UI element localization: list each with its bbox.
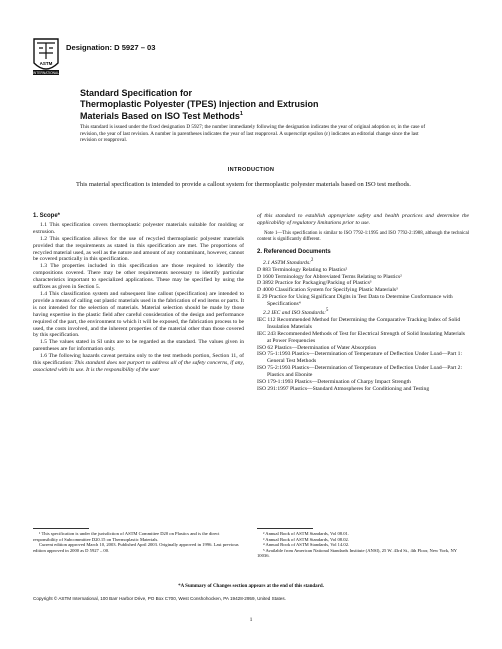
title-main-2: Materials Based on ISO Test Methods$^1$ (80, 111, 243, 121)
footnote-4: ⁴ Annual Book of ASTM Standards, Vol 14.02. (263, 542, 350, 548)
footnote-2: ² Annual Book of ASTM Standards, Vol 08.01. (263, 531, 349, 536)
footnotes-left (33, 531, 244, 553)
astm-international-logo (33, 37, 59, 77)
ref-d1600: D 1600 Terminology for Abbreviated Terms Relating to Plastics² (257, 273, 402, 280)
ref-e29: E 29 Practice for Using Significant Digits in Test Data to Determine Conformance with Specifications⁴ (257, 294, 453, 308)
astm-standards-head: 2.1 ASTM Standards:$^2$ (263, 257, 314, 266)
page-number: 1 (249, 617, 253, 623)
title-prefix: Standard Specification for (80, 88, 193, 98)
ref-iso62: ISO 62 Plastics—Determination of Water Absorption (257, 344, 377, 351)
ref-iec112: IEC 112 Recommended Method for Determining the Comparative Tracking Index of Solid Insulation Materials (257, 316, 461, 330)
scope-1-3: 1.3 The properties included in this specification are those required to identify the compositions covered. There may be other requirements necessary to identify particular characteristics important to specialized applications. These may be specified by using the suffixes as given in Section 5. (33, 263, 244, 291)
scope-1-5: 1.5 The values stated in SI units are to be regarded as the standard. The values given in parentheses are for information only. (33, 339, 244, 353)
scope-1-1: 1.1 This specification covers thermoplastic polyester materials suitable for molding or extrusion. (33, 221, 244, 235)
title-block (80, 88, 480, 122)
scope-1-6: 1.6 The following hazards caveat pertains only to the test methods portion, Section 11, of this specification: This standard does not purport to address all of the safety concerns, if any, associated with its use. It is the responsibility of the user (33, 353, 244, 373)
footnote-1: ¹ This specification is under the jurisdiction of ASTM Committee D20 on Plastics and is the direct responsibility of Subcommittee D20.15 on Thermoplastic Materials. (33, 531, 220, 542)
title-main-1: Thermoplastic Polyester (TPES) Injection and Extrusion (80, 98, 319, 109)
svg-text:INTERNATIONAL: INTERNATIONAL (33, 71, 59, 75)
ref-iso291: ISO 291:1997 Plastics—Standard Atmospheres for Conditioning and Testing (257, 385, 430, 392)
scope-heading: 1. Scope* (33, 213, 61, 219)
standard-note: This standard is issued under the fixed designation D 5927; the number immediately following the designation indicates the year of original adoption or, in the case of revision, the year of last revision. A number in parentheses indicates the year of last reapproval. A superscript epsilon (ε) indicates an editorial change since the last revision or reapproval. (80, 124, 426, 144)
summary-of-changes-note: *A Summary of Changes section appears at the end of this standard. (178, 584, 324, 589)
scope-1-6-cont: of this standard to establish appropriate safety and health practices and determine the applicability of regulatory limitations prior to use. (257, 213, 469, 226)
ref-iso75-2: ISO 75-2:1993 Plastics—Determination of Temperature of Deflection Under Load—Part 2: Plastics and Ebonite (257, 365, 463, 379)
right-column (257, 213, 469, 393)
ref-d883: D 883 Terminology Relating to Plastics² (257, 266, 348, 273)
designation: Designation: D 5927 – 03 (66, 43, 156, 52)
ref-d4000: D 4000 Classification System for Specifying Plastic Materials³ (257, 287, 398, 294)
footnotes-right (257, 531, 469, 559)
scope-1-2: 1.2 This specification allows for the use of recycled thermoplastic polyester materials provided that the requirements as stated in this specification are met. The proportions of recycled material used, as well as the nature and amount of any contaminant, however, cannot be covered practically in this specification. (33, 235, 244, 263)
intro-heading: INTRODUCTION (227, 167, 275, 173)
ref-iso75-1: ISO 75-1:1993 Plastics—Determination of Temperature of Deflection Under Load—Part 1: General Test Methods (257, 351, 463, 365)
footnote-1-edition: Current edition approved March 10, 2003. Published April 2003. Originally approved in 1996. Last previous edition approved in 2000 as D 5927 – 00. (33, 542, 239, 553)
refs-heading: 2. Referenced Documents (257, 249, 331, 255)
ref-d3892: D 3892 Practice for Packaging/Packing of Plastics³ (257, 280, 372, 287)
svg-text:ASTM: ASTM (39, 61, 53, 66)
scope-1-4: 1.4 This classification system and subsequent line callout (specification) are intended to provide a means of calling out plastic materials used in the fabrication of end items or parts. It is not intended for the selection of materials. Material selection should be made by those having expertise in the plastic field after careful consideration of the design and performance required of the part, the environment to which it will be exposed, the fabrication process to be used, the costs involved, and the inherent properties of the material other than those covered by this specification. (33, 290, 244, 339)
footnote-rule-left (33, 528, 89, 529)
intro-text: This material specification is intended to provide a callout system for thermoplastic polyester materials based on ISO test methods. (76, 181, 411, 188)
iec-iso-standards-head: 2.2 IEC and ISO Standards:$^5$ (263, 308, 329, 316)
note-1: Note 1—This specification is similar to ISO 7792-1:1995 and ISO 7792-2:1988, although the technical content is significantly different. (257, 230, 469, 242)
footnote-5: ⁵ Available from American National Standards Institute (ANSI), 25 W. 43rd St., 4th Floor, New York, NY 10036. (257, 547, 457, 559)
footnote-rule-right (257, 528, 313, 529)
copyright: Copyright © ASTM International, 100 Barr Harbor Drive, PO Box C700, West Conshohocken, PA 19428-2959, United States. (33, 596, 286, 601)
footnote-3: ³ Annual Book of ASTM Standards, Vol 08.02. (263, 536, 349, 542)
ref-iso179-1: ISO 179-1:1993 Plastics—Determination of Charpy Impact Strength (257, 379, 411, 386)
left-column (33, 213, 244, 374)
ref-iec243: IEC 243 Recommended Methods of Test for Electrical Strength of Solid Insulating Materials at Power Frequencies (257, 330, 465, 344)
